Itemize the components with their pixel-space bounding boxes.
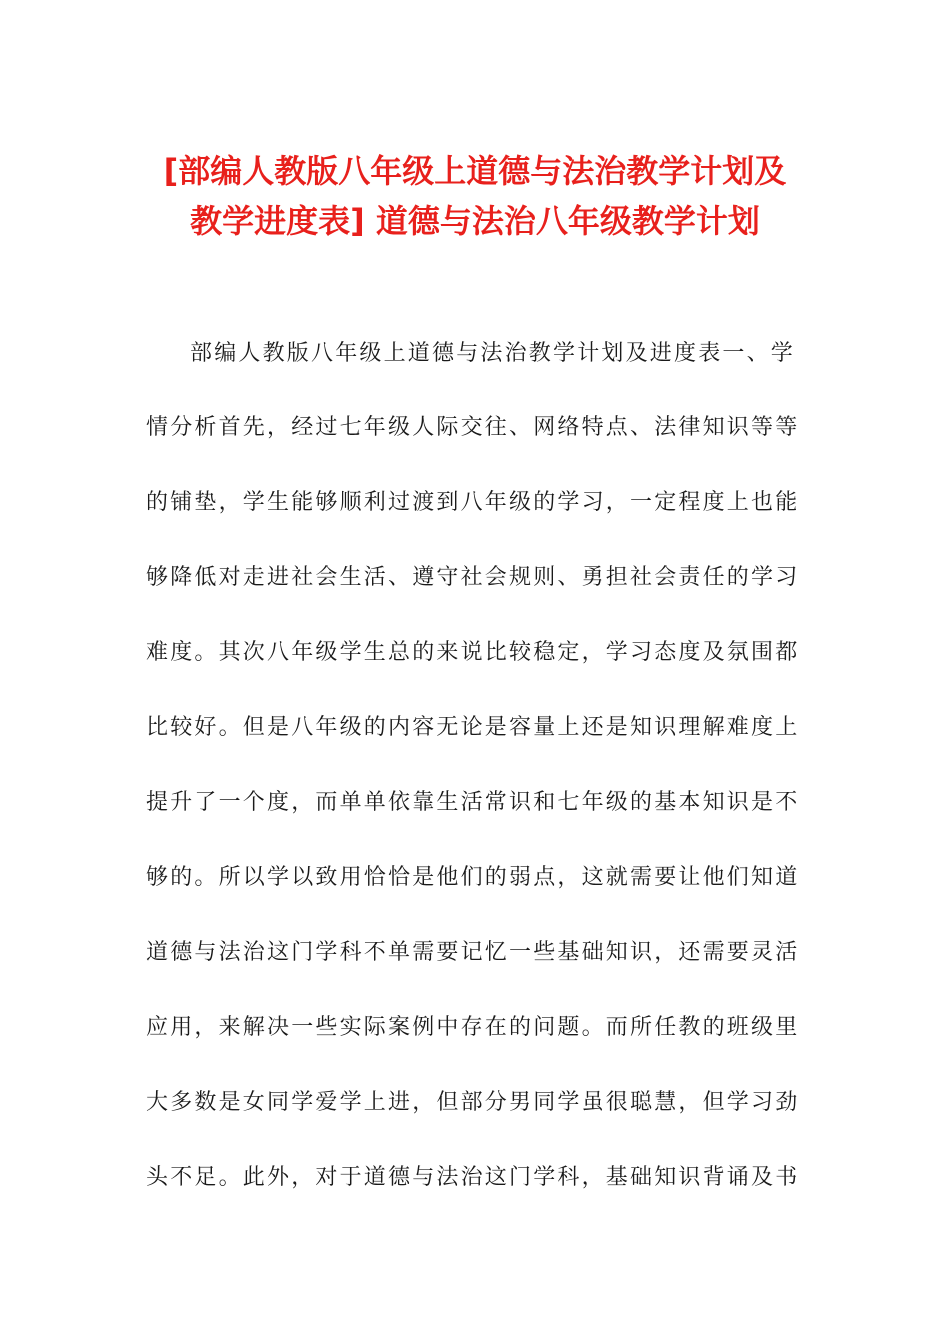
body-line-9: 道德与法治这门学科不单需要记忆一些基础知识，还需要灵活 bbox=[146, 940, 800, 965]
body-line-3: 的铺垫，学生能够顺利过渡到八年级的学习，一定程度上也能 bbox=[146, 490, 800, 515]
body-line-5: 难度。其次八年级学生总的来说比较稳定，学习态度及氛围都 bbox=[146, 640, 800, 665]
title-line-1: [部编人教版八年级上道德与法治教学计划及 bbox=[163, 152, 787, 190]
body-line-7: 提升了一个度，而单单依靠生活常识和七年级的基本知识是不 bbox=[146, 790, 800, 815]
body-line-6: 比较好。但是八年级的内容无论是容量上还是知识理解难度上 bbox=[146, 715, 800, 740]
body-line-11: 大多数是女同学爱学上进，但部分男同学虽很聪慧，但学习劲 bbox=[146, 1090, 800, 1115]
body-line-10: 应用，来解决一些实际案例中存在的问题。而所任教的班级里 bbox=[146, 1015, 800, 1040]
document-title bbox=[60, 146, 890, 246]
title-line-2: 教学进度表] 道德与法治八年级教学计划 bbox=[190, 202, 760, 240]
body-line-12: 头不足。此外，对于道德与法治这门学科，基础知识背诵及书 bbox=[146, 1165, 800, 1190]
body-line-2: 情分析首先，经过七年级人际交往、网络特点、法律知识等等 bbox=[146, 415, 800, 440]
body-line-1: 部编人教版八年级上道德与法治教学计划及进度表一、学 bbox=[190, 341, 796, 366]
body-line-4: 够降低对走进社会生活、遵守社会规则、勇担社会责任的学习 bbox=[146, 565, 800, 590]
body-line-8: 够的。所以学以致用恰恰是他们的弱点，这就需要让他们知道 bbox=[146, 865, 800, 890]
